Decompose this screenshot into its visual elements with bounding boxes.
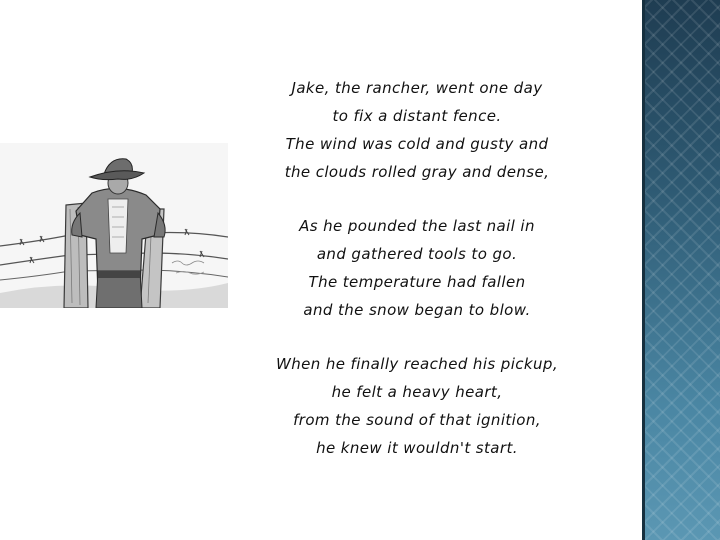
poem-line: he knew it wouldn't start. [316, 439, 518, 457]
poem-line: The wind was cold and gusty and [285, 135, 549, 153]
stanza-2 [262, 212, 572, 324]
stanza-3 [262, 350, 572, 462]
poem-line: to fix a distant fence. [332, 107, 502, 125]
poem-line: When he finally reached his pickup, [275, 355, 558, 373]
poem [262, 74, 572, 488]
poem-line: the clouds rolled gray and dense, [284, 163, 550, 181]
side-band-divider [642, 0, 645, 540]
rancher-drawing [0, 143, 228, 308]
poem-line: Jake, the rancher, went one day [291, 79, 543, 97]
poem-line: he felt a heavy heart, [331, 383, 503, 401]
poem-line: and gathered tools to go. [316, 245, 518, 263]
poem-line: from the sound of that ignition, [293, 411, 541, 429]
rancher-fence-illustration [0, 143, 228, 308]
poem-line: and the snow began to blow. [303, 301, 531, 319]
stanza-1 [262, 74, 572, 186]
poem-line: The temperature had fallen [308, 273, 526, 291]
poem-line: As he pounded the last nail in [299, 217, 535, 235]
decorative-side-band [642, 0, 720, 540]
